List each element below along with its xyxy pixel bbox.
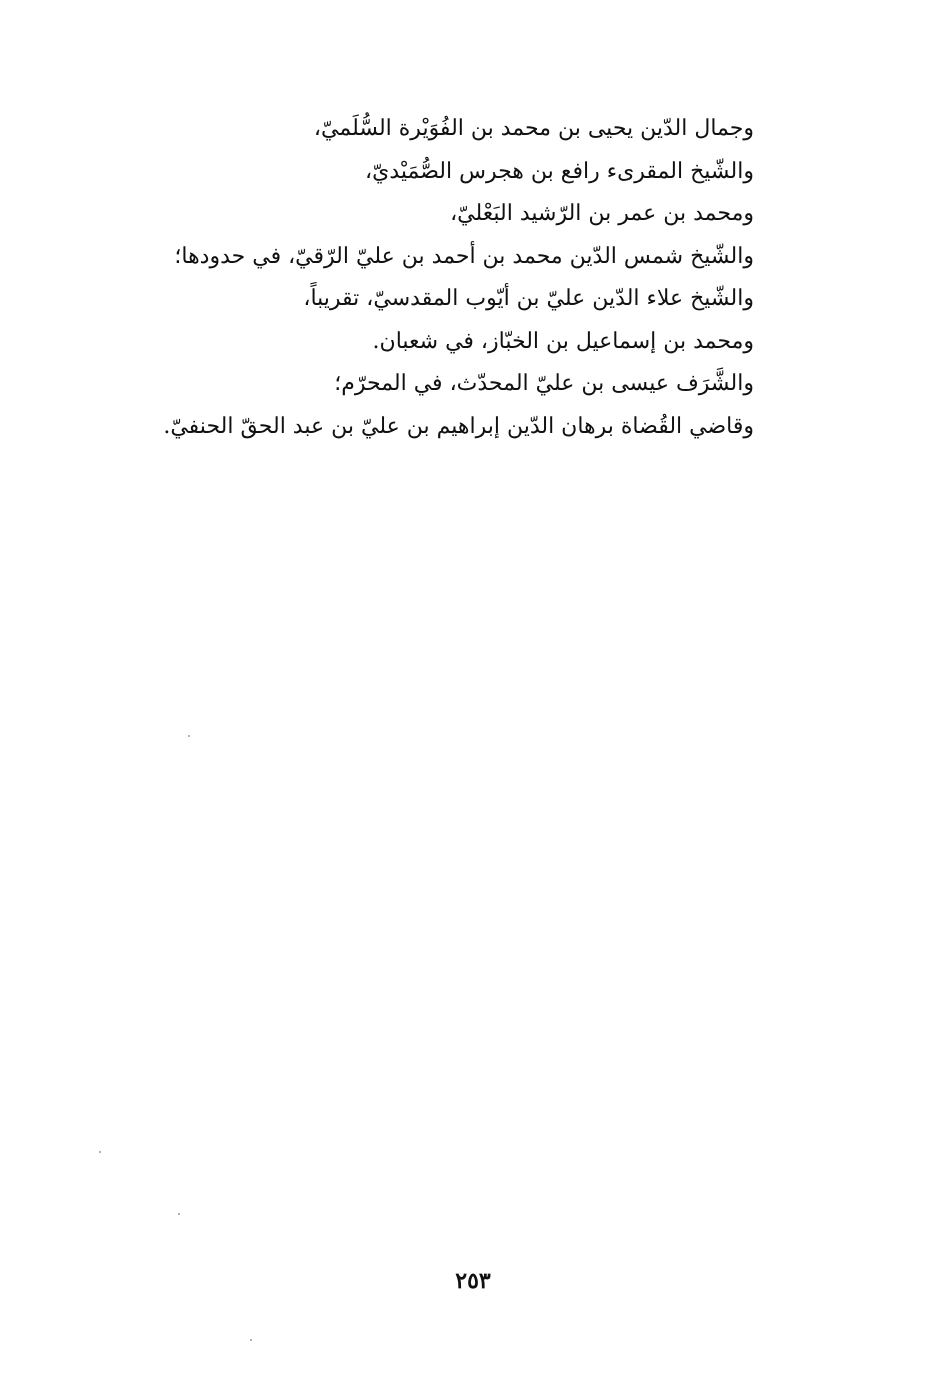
text-line-5: والشّيخ علاء الدّين عليّ بن أيّوب المقدسيّ، تقريباً، [303, 286, 754, 311]
text-line-4: والشّيخ شمس الدّين محمد بن أحمد بن عليّ الرّقيّ، في حدودها؛ [174, 243, 754, 269]
page-number: ٢٥٣ [455, 1268, 491, 1294]
text-line-1: وجمال الدّين يحيى بن محمد بن الفُوَيْرة السُّلَميّ، [313, 116, 754, 141]
text-line-7: والشَّرَف عيسى بن عليّ المحدّث، في المحرّم؛ [334, 371, 754, 396]
body-text [154, 108, 754, 448]
text-line-2: والشّيخ المقرىء رافع بن هجرس الصُّمَيْديّ، [365, 158, 754, 184]
scan-speck [250, 1339, 252, 1341]
text-line-8: وقاضي القُضاة برهان الدّين إبراهيم بن عليّ بن عبد الحقّ الحنفيّ. [163, 413, 754, 439]
text-line-3: ومحمد بن عمر بن الرّشيد البَعْليّ، [450, 201, 754, 226]
scan-speck [99, 1151, 101, 1153]
scan-speck [188, 735, 190, 737]
text-line-6: ومحمد بن إسماعيل بن الخبّاز، في شعبان. [372, 328, 754, 354]
scan-speck [178, 1213, 180, 1215]
